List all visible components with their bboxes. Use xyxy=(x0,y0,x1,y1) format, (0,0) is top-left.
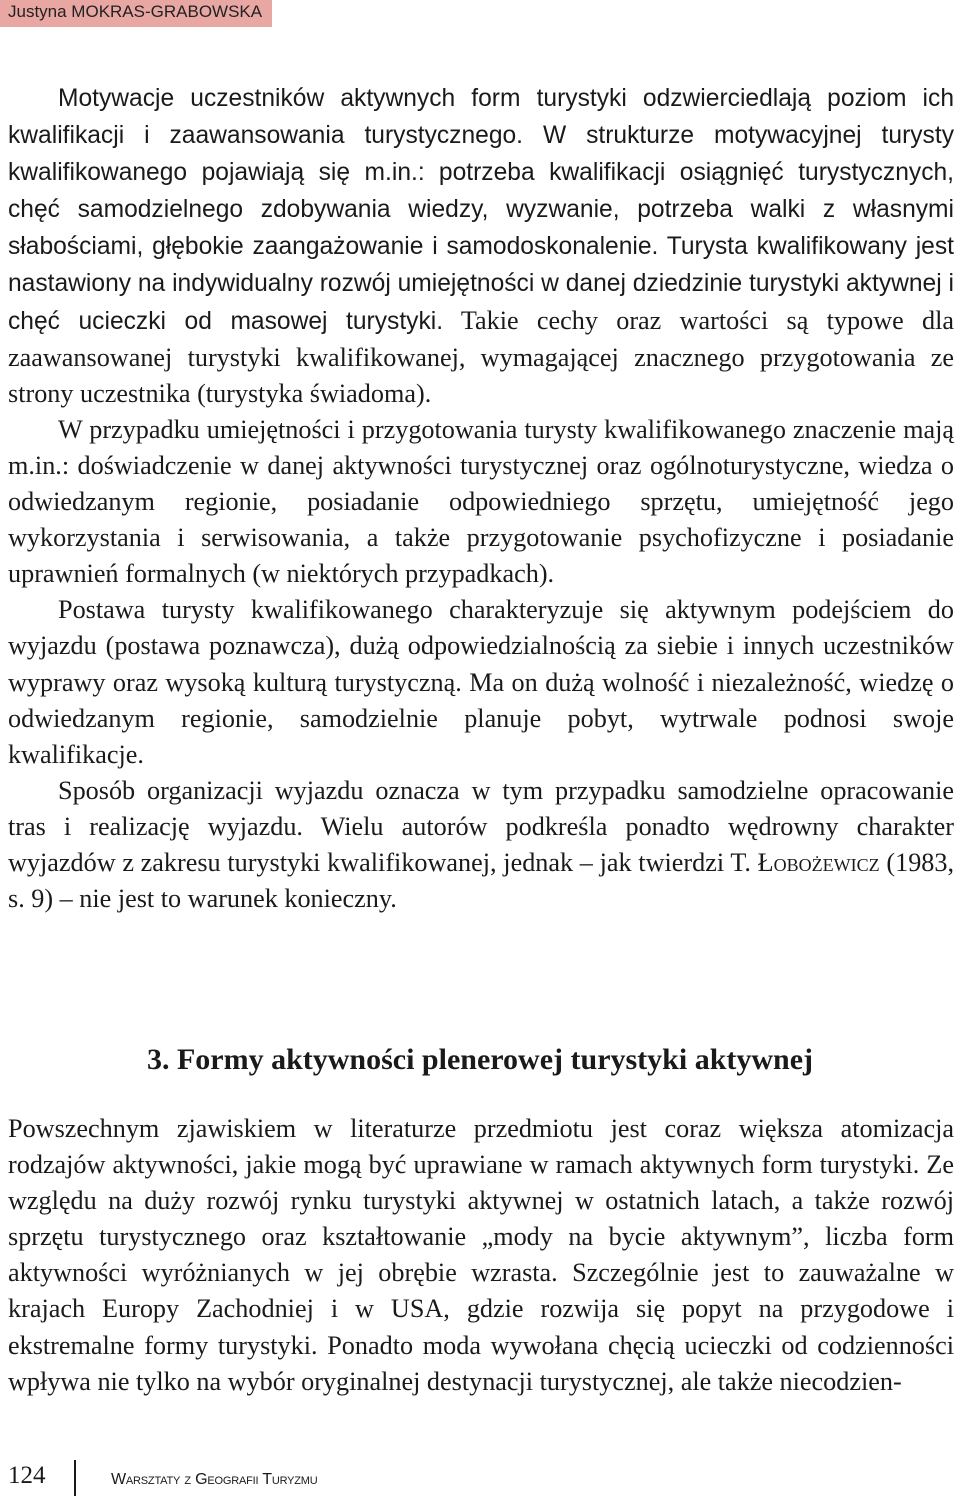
paragraph-2: W przypadku umiejętności i przygotowania turysty kwalifikowanego znaczenie mają m.in.: doświadczenie w danej aktywności turystycznej oraz ogólnoturystyczne, wiedza o odwiedzanym regionie, posiadanie odpowiedniego sprzętu, umiejętność jego wykorzystania i serwisowania, a także przygotowanie psychofizyczne i posiadanie uprawnień formalnych (w niektórych przypadkach). xyxy=(8,414,954,589)
paragraph-1 xyxy=(8,80,954,412)
main-text xyxy=(8,80,954,917)
footer-divider xyxy=(74,1460,76,1496)
header-author: Justyna MOKRAS-GRABOWSKA xyxy=(8,2,263,21)
page-number: 124 xyxy=(8,1462,46,1489)
paragraph-3: Postawa turysty kwalifikowanego charakteryzuje się aktywnym podejściem do wyjazdu (postawa poznawcza), dużą odpowiedzialnością za siebie i innych uczestników wyprawy oraz wysoką kulturą turystyczną. Ma on dużą wolność i niezależność, wiedzę o odwiedzanym regionie, samodzielnie planuje pobyt, wytrwale podnosi swoje kwalifikacje. xyxy=(8,595,954,769)
running-header xyxy=(0,0,272,27)
paragraph-4-part-a: Sposób organizacji wyjazdu oznacza w tym przypadku samodzielne opracowanie tras i realizację wyjazdu. Wielu autorów podkreśla ponadto wędrowny charakter wyjazdów z zakresu turystyki kwalifikowanej, jednak – jak twierdzi T. xyxy=(8,775,954,877)
paragraph-1-part-b: potrzeba kwalifikacji osiągnięć turystycznych, chęć samodzielnego zdobywania wiedzy, wyzwanie, potrzeba walki z własnymi słabościami, głębokie zaangażowanie i samodoskonalenie. Turysta kwalifikowany jest nastawiony na indywidualny rozwój umiejętności w danej dziedzinie turystyki aktywnej i chęć ucieczki od masowej turystyki. xyxy=(8,159,954,335)
cited-author: Łobożewicz xyxy=(757,847,880,877)
paragraph-1-part-a: Motywacje uczestników aktywnych form turystyki odzwierciedlają poziom ich kwalifikacji i zaawansowania turystycznego. W strukturze motywacyjnej turysty kwalifikowanego pojawiają się m.in.: xyxy=(8,85,954,187)
paragraph-4 xyxy=(8,773,954,917)
paragraph-4-part-b: (1983, s. 9) – nie jest to warunek konieczny. xyxy=(8,847,955,914)
paragraph-1-part-c: Takie cechy oraz wartości są typowe dla zaawansowanej turystyki kwalifikowanej, wymagającej znacznego przygotowania ze strony uczestnika (turystyka świadoma). xyxy=(8,305,954,408)
section-paragraph-1: Powszechnym zjawiskiem w literaturze przedmiotu jest coraz większa atomizacja rodzajów aktywności, jakie mogą być uprawiane w ramach aktywnych form turystyki. Ze względu na duży rozwój rynku turystyki aktywnej w ostatnich latach, a także rozwój sprzętu turystycznego oraz kształtowanie „mody na bycie aktywnym”, liczba form aktywności wyróżnianych w jej obrębie wzrasta. Szczególnie jest to zauważalne w krajach Europy Zachodniej i w USA, gdzie rozwija się popyt na przygodowe i ekstremalne formy turystyki. Ponadto moda wywołana chęcią ucieczki od codzienności wpływa nie tylko na wybór oryginalnej destynacji turystycznej, ale także niecodzien- xyxy=(8,1114,954,1396)
footer-running-title: Warsztaty z Geografii Turyzmu xyxy=(111,1471,318,1488)
section-text xyxy=(8,1111,954,1400)
page-footer xyxy=(8,1462,608,1498)
section-heading: 3. Formy aktywności plenerowej turystyki aktywnej xyxy=(146,1043,814,1076)
